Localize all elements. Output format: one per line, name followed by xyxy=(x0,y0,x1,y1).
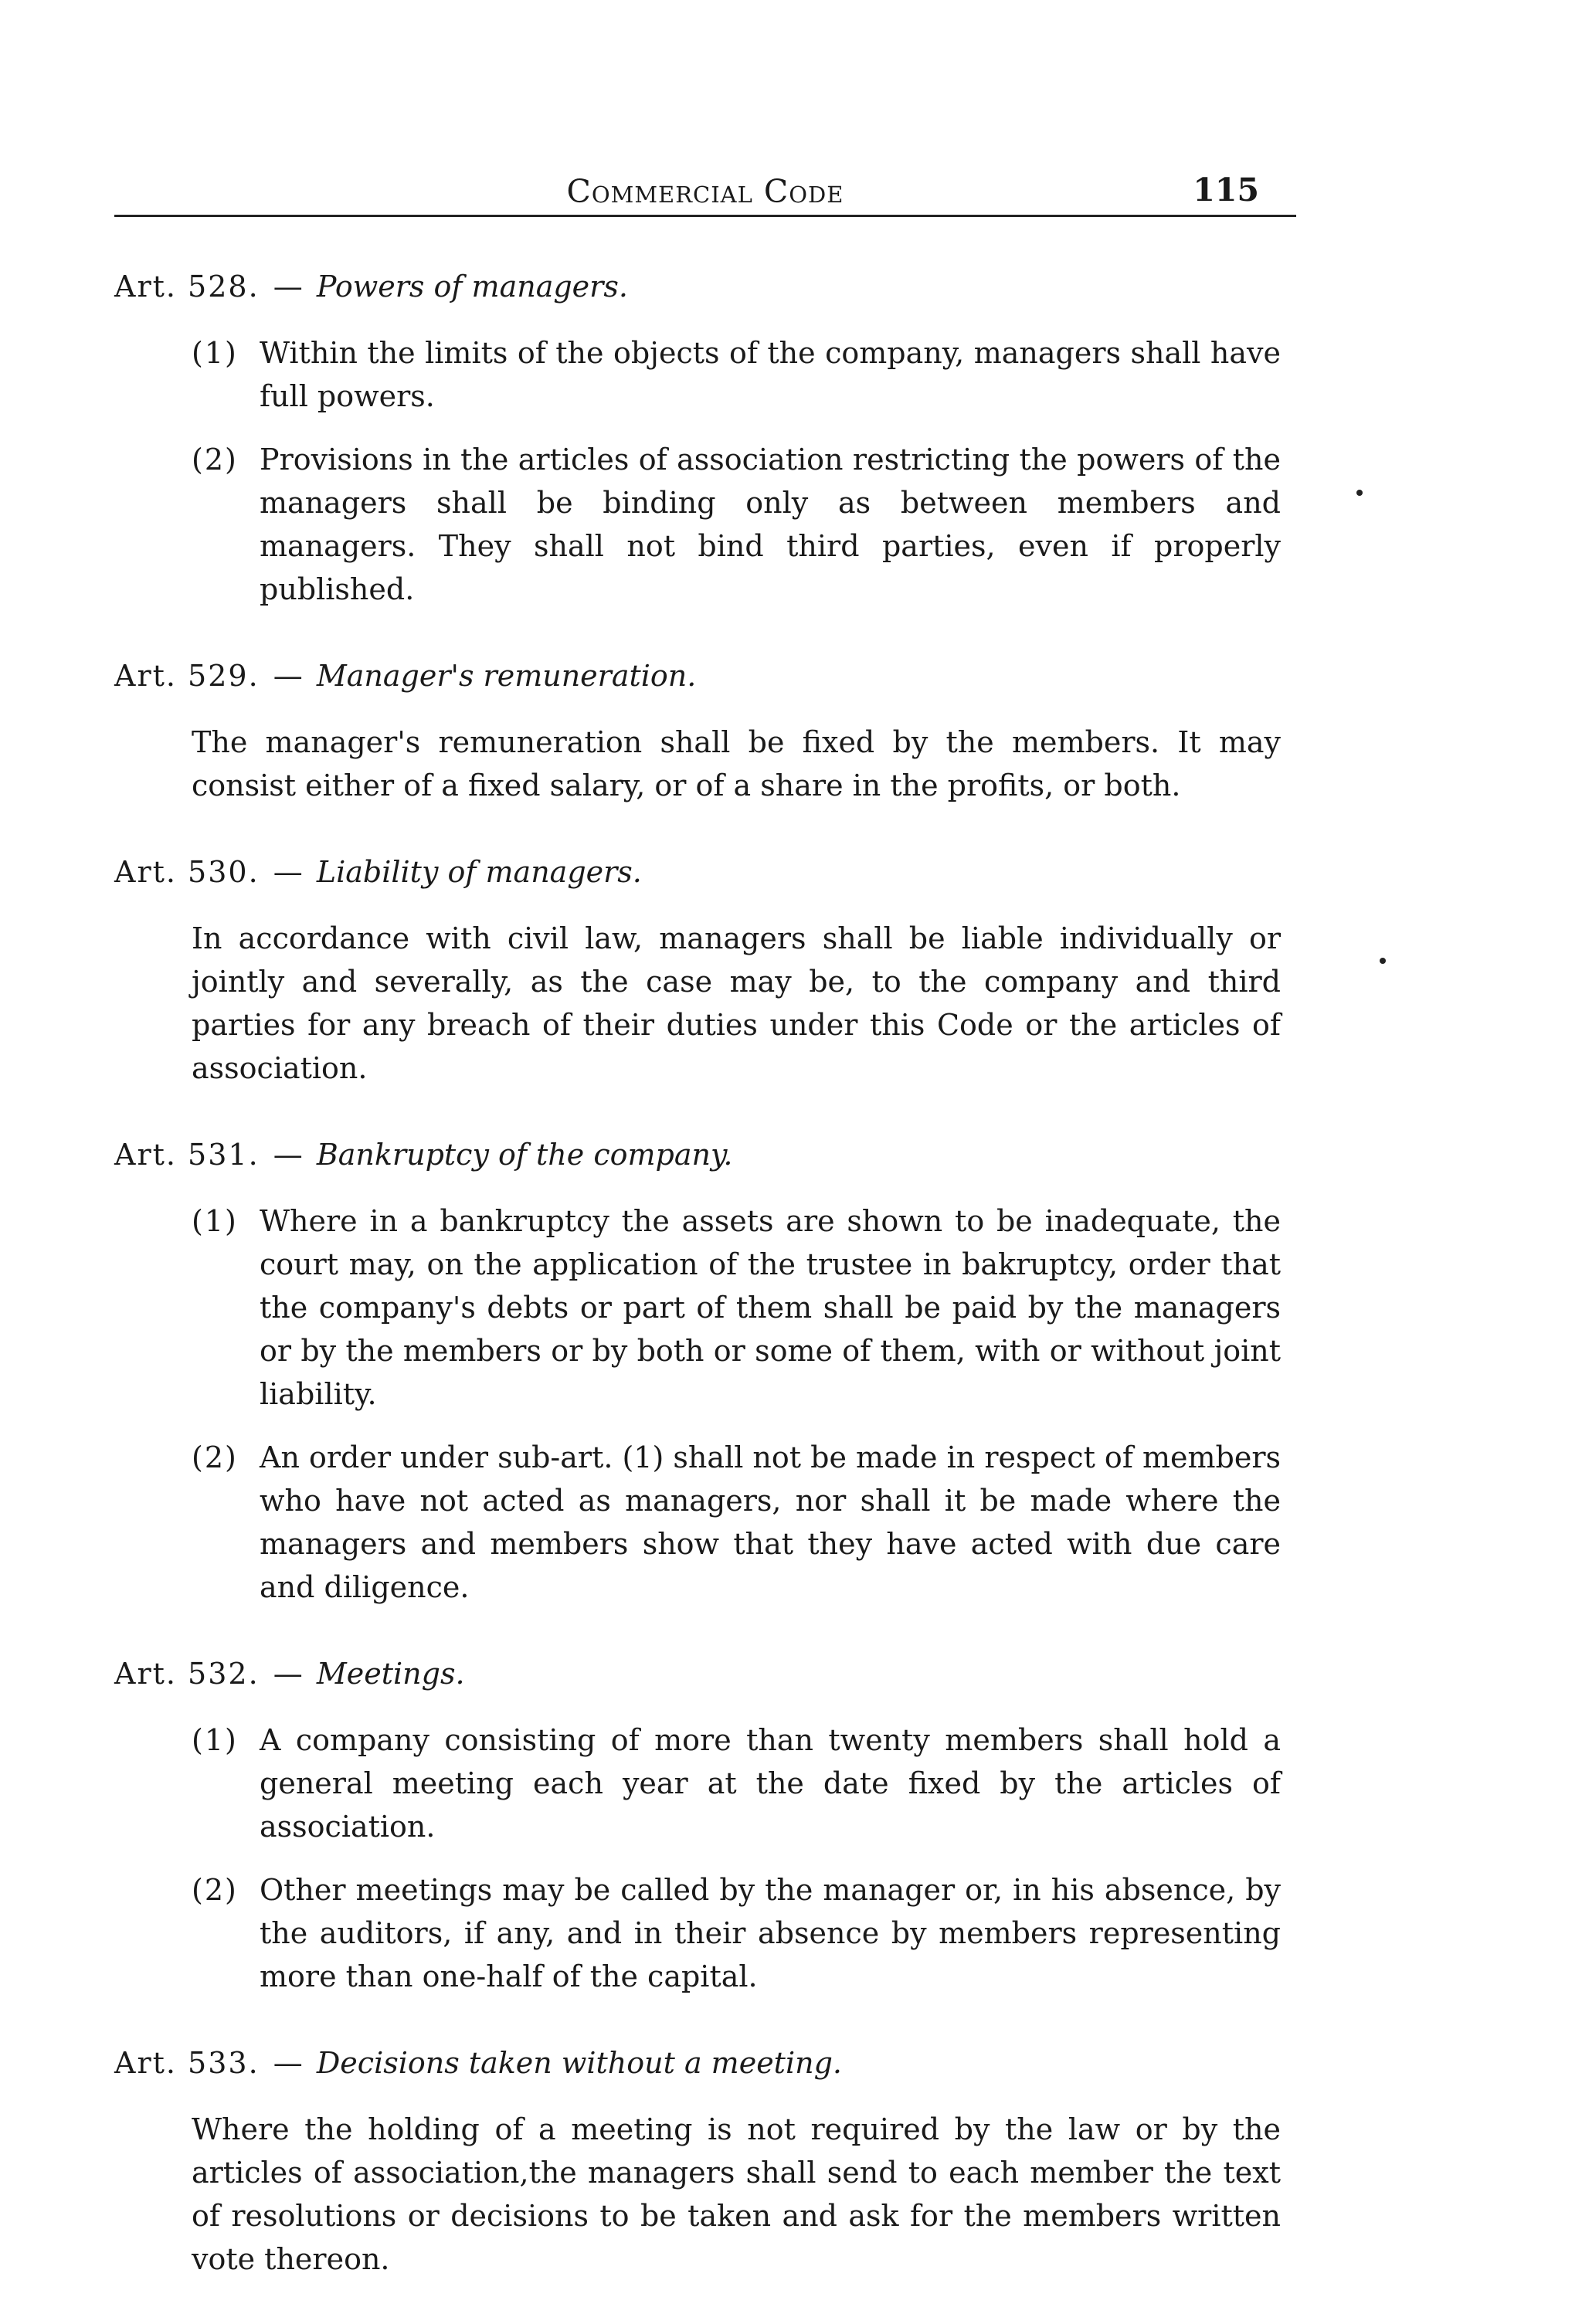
article-533 xyxy=(114,2041,1296,2281)
paragraph-number: (2) xyxy=(192,1873,238,1907)
article-heading xyxy=(114,265,1296,308)
article-title: Liability of managers. xyxy=(316,855,642,889)
paragraph xyxy=(192,1436,1296,1609)
article-530 xyxy=(114,850,1296,1090)
paragraph-text: Provisions in the articles of association restricting the powers of the managers shall be binding only as between members and managers. They shall not bind third parties, even if properly published. xyxy=(260,443,1281,606)
article-dash: — xyxy=(273,659,303,693)
article-heading xyxy=(114,850,1296,894)
article-text: In accordance with civil law, managers shall be liable individually or jointly and severally, as the case may be, to the company and third parties for any breach of their duties under this Code or the articles of association. xyxy=(192,921,1281,1085)
page-number: 115 xyxy=(1193,171,1259,209)
article-heading xyxy=(114,654,1296,697)
paragraph xyxy=(192,1718,1296,1848)
document-page xyxy=(114,162,1296,2324)
paragraph-number: (2) xyxy=(192,443,238,477)
article-title: Decisions taken without a meeting. xyxy=(316,2046,842,2080)
article-531 xyxy=(114,1133,1296,1609)
paragraph-number: (2) xyxy=(192,1440,238,1474)
paragraph-text: An order under sub-art. (1) shall not be made in respect of members who have not acted as managers, nor shall it be made where the managers and members show that they have acted with due care and diligence. xyxy=(260,1440,1281,1604)
paragraph-text: Where in a bankruptcy the assets are shown to be inadequate, the court may, on the application of the trustee in bakruptcy, order that the company's debts or part of them shall be paid by the managers or by the members or by both or some of them, with or without joint liability. xyxy=(260,1204,1281,1411)
paragraph xyxy=(192,1199,1296,1416)
running-title: Commercial Code xyxy=(566,173,844,210)
article-dash: — xyxy=(273,855,303,889)
article-title: Meetings. xyxy=(316,1657,465,1691)
article-title: Bankruptcy of the company. xyxy=(316,1138,733,1172)
article-532 xyxy=(114,1652,1296,1998)
paragraph-number: (1) xyxy=(192,1723,238,1757)
paragraph-text: Other meetings may be called by the manager or, in his absence, by the auditors, if any, and in their absence by members representing more than one-half of the capital. xyxy=(260,1873,1281,1993)
article-text: Where the holding of a meeting is not required by the law or by the articles of association,the managers shall send to each member the text of resolutions or decisions to be taken and ask for the members written vote thereon. xyxy=(192,2112,1281,2276)
article-heading xyxy=(114,1652,1296,1695)
article-number: Art. 531. xyxy=(114,1138,260,1172)
article-number: Art. 528. xyxy=(114,270,260,304)
scan-speck xyxy=(1356,490,1363,496)
article-number: Art. 530. xyxy=(114,855,260,889)
paragraph-number: (1) xyxy=(192,336,238,370)
paragraph xyxy=(192,1868,1296,1998)
article-528 xyxy=(114,265,1296,611)
article-number: Art. 529. xyxy=(114,659,260,693)
article-text: The manager's remuneration shall be fixed by the members. It may consist either of a fixed salary, or of a share in the profits, or both. xyxy=(192,725,1281,802)
article-title: Powers of managers. xyxy=(316,270,628,304)
article-number: Art. 533. xyxy=(114,2046,260,2080)
article-number: Art. 532. xyxy=(114,1657,260,1691)
paragraph-text: A company consisting of more than twenty members shall hold a general meeting each year at the date fixed by the articles of association. xyxy=(260,1723,1281,1844)
article-dash: — xyxy=(273,270,303,304)
article-dash: — xyxy=(273,1657,303,1691)
article-heading xyxy=(114,2041,1296,2085)
paragraph-number: (1) xyxy=(192,1204,238,1238)
running-header xyxy=(114,162,1296,217)
paragraph xyxy=(192,331,1296,418)
scan-speck xyxy=(1380,958,1386,964)
article-heading xyxy=(114,1133,1296,1176)
paragraph-text: Within the limits of the objects of the company, managers shall have full powers. xyxy=(260,336,1281,413)
article-dash: — xyxy=(273,2046,303,2080)
article-title: Manager's remuneration. xyxy=(316,659,697,693)
article-529 xyxy=(114,654,1296,807)
paragraph xyxy=(192,438,1296,611)
article-dash: — xyxy=(273,1138,303,1172)
